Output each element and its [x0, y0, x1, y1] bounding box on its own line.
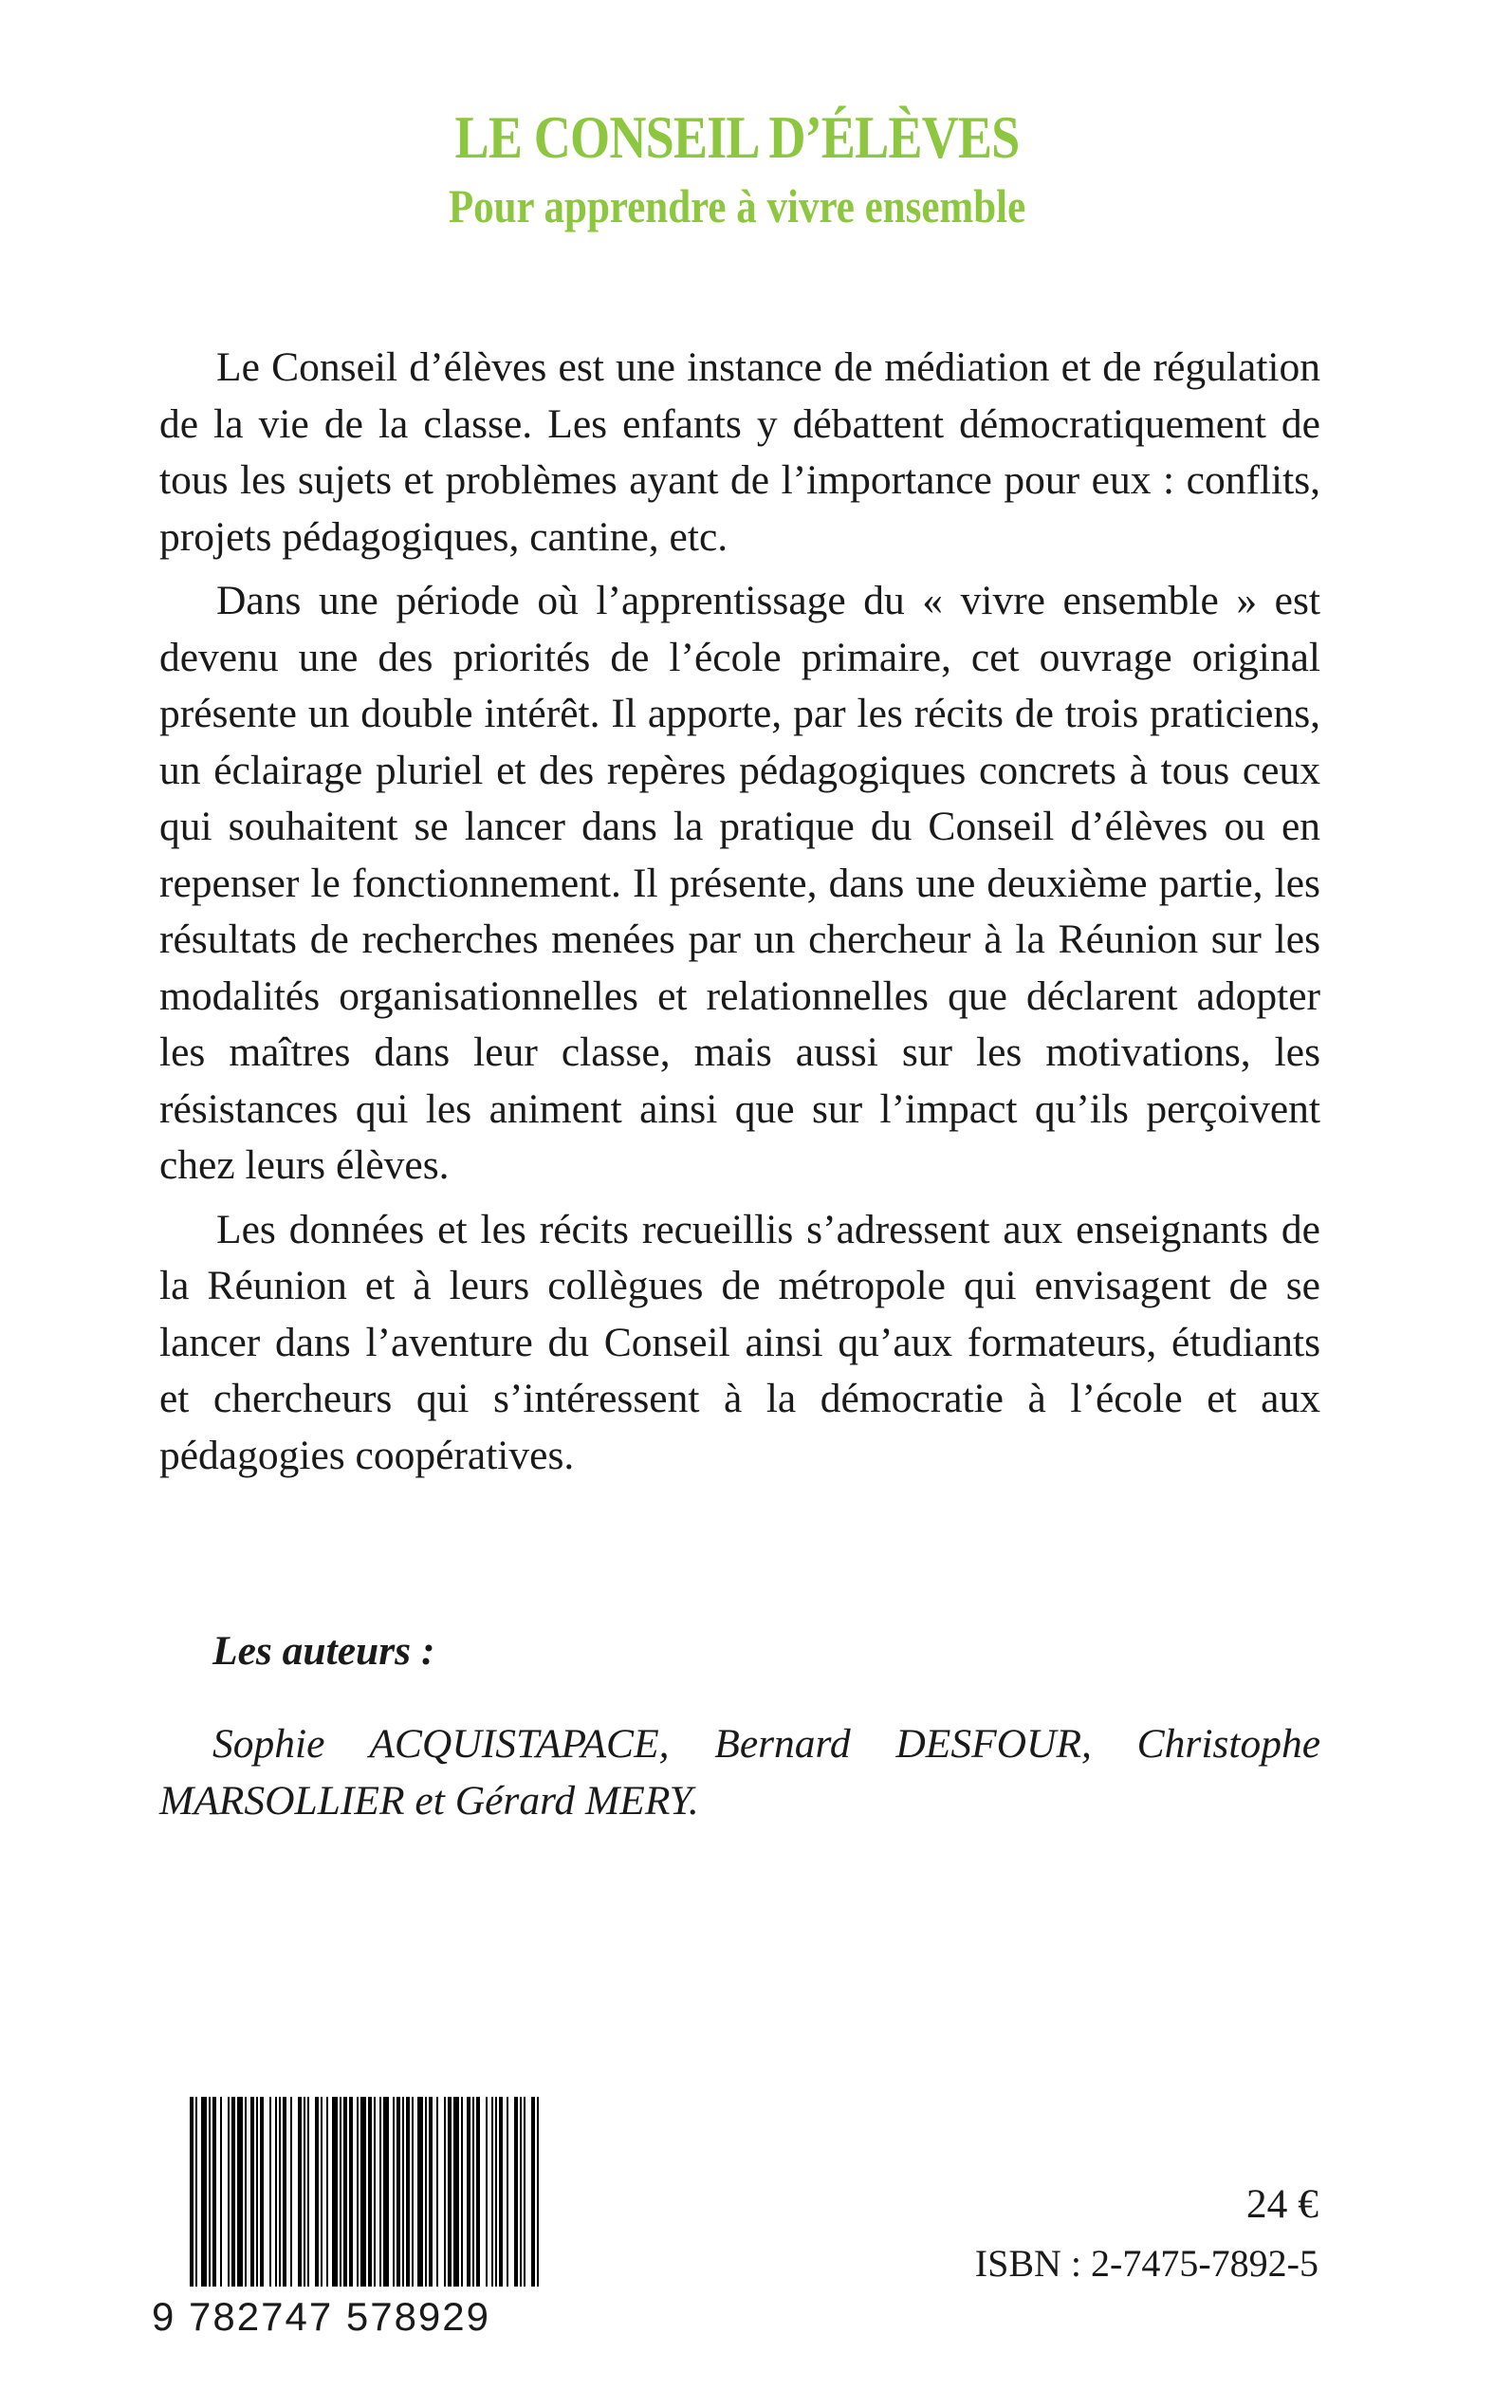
barcode-bar [383, 2097, 389, 2287]
barcode-bar [425, 2097, 427, 2287]
barcode-digits: 9 782747 578929 [152, 2294, 490, 2339]
barcode-bar [269, 2097, 271, 2287]
barcode-bar [393, 2097, 395, 2287]
barcode-bar [417, 2097, 423, 2287]
barcode-bar [315, 2097, 319, 2287]
barcode-bar [237, 2097, 243, 2287]
barcode-bar [368, 2097, 372, 2287]
barcode-bar [379, 2097, 381, 2287]
barcode-bar [245, 2097, 247, 2287]
barcode-bar [190, 2097, 194, 2287]
barcode-bar [507, 2097, 508, 2287]
book-subtitle: Pour apprendre à vivre ensemble [448, 178, 1026, 232]
barcode-bar [531, 2097, 535, 2287]
barcode-bar [209, 2097, 211, 2287]
barcode-bar [326, 2097, 328, 2287]
barcode-bar [304, 2097, 305, 2287]
barcode-bar [195, 2097, 197, 2287]
barcode-bar [491, 2097, 493, 2287]
header [0, 102, 1512, 235]
price: 24 € [1245, 2181, 1318, 2227]
barcode-bar [332, 2097, 338, 2287]
barcode-bar [374, 2097, 376, 2287]
barcode-bar [283, 2097, 286, 2287]
barcode-bar [402, 2097, 404, 2287]
barcode-bar [495, 2097, 497, 2287]
barcode-bar [461, 2097, 463, 2287]
barcode [152, 2097, 550, 2343]
barcode-bar [228, 2097, 230, 2287]
barcode-bar [429, 2097, 433, 2287]
barcode-bar [476, 2097, 480, 2287]
barcode-bar [360, 2097, 366, 2287]
barcode-bar [220, 2097, 222, 2287]
barcode-bar [343, 2097, 347, 2287]
barcode-bar [396, 2097, 400, 2287]
barcode-bar [321, 2097, 323, 2287]
barcode-bar [201, 2097, 207, 2287]
barcode-bar [499, 2097, 503, 2287]
barcode-bar [406, 2097, 410, 2287]
barcode-bar [412, 2097, 414, 2287]
authors-heading: Les auteurs : [212, 1628, 435, 1674]
barcode-bar [486, 2097, 488, 2287]
isbn: ISBN : 2-7475-7892-5 [974, 2242, 1318, 2285]
barcode-bar [349, 2097, 353, 2287]
barcode-bar [453, 2097, 459, 2287]
barcode-bar [340, 2097, 341, 2287]
barcode-bar [231, 2097, 235, 2287]
barcode-bar [520, 2097, 522, 2287]
barcode-bar [279, 2097, 281, 2287]
barcode-bars [190, 2097, 543, 2287]
barcode-bar [307, 2097, 309, 2287]
barcode-bar [467, 2097, 470, 2287]
description [159, 340, 1320, 1484]
barcode-bar [444, 2097, 446, 2287]
paragraph-3: Les données et les récits recueillis s’adressent aux enseignants de la Réunion et à leurs collègues de métropole qui envisagent de se lancer dans l’aventure du Conseil ainsi qu’aux formateurs, étudiants et chercheurs qui s’intéressent à la démocratie à l’école et aux pédagogies coopératives. [159, 1206, 1320, 1478]
barcode-bar [298, 2097, 302, 2287]
barcode-bar [472, 2097, 474, 2287]
barcode-bar [260, 2097, 264, 2287]
barcode-bar [448, 2097, 452, 2287]
barcode-bar [357, 2097, 359, 2287]
paragraph-2: Dans une période où l’apprentissage du « vivre ensemble » est devenu une des priorités de l’école primaire, cet ouvrage original présente un double intérêt. Il apporte, par les récits de trois praticiens, un éclairage pluriel et des repères pédagogiques concrets à tous ceux qui souhaitent se lancer dans la pratique du Conseil d’élèves ou en repenser le fonctionnement. Il présente, dans une deuxième partie, les résultats de recherches menées par un chercheur à la Réunion sur les modalités organisationnelles et relationnelles que déclarent adopter les maîtres dans leur classe, mais aussi sur les motivations, les résistances qui les animent ainsi que sur l’impact qu’ils perçoivent chez leurs élèves. [159, 578, 1320, 1188]
barcode-bar [436, 2097, 438, 2287]
barcode-bar [275, 2097, 277, 2287]
barcode-bar [524, 2097, 526, 2287]
book-title: LE CONSEIL D’ÉLÈVES [454, 104, 1020, 171]
paragraph-1: Le Conseil d’élèves est une instance de médiation et de régulation de la vie de la classe. Les enfants y débattent démocratiquement de tous les sujets et problèmes ayant de l’importance pour eux : conflits, projets pédagogiques, cantine, etc. [159, 344, 1320, 560]
authors-names: Sophie ACQUISTAPACE, Bernard DESFOUR, Christophe MARSOLLIER et Gérard MERY. [159, 1721, 1320, 1824]
barcode-bar [537, 2097, 539, 2287]
barcode-bar [250, 2097, 254, 2287]
barcode-bar [212, 2097, 216, 2287]
barcode-bar [514, 2097, 518, 2287]
barcode-bar [256, 2097, 258, 2287]
barcode-bar [290, 2097, 292, 2287]
